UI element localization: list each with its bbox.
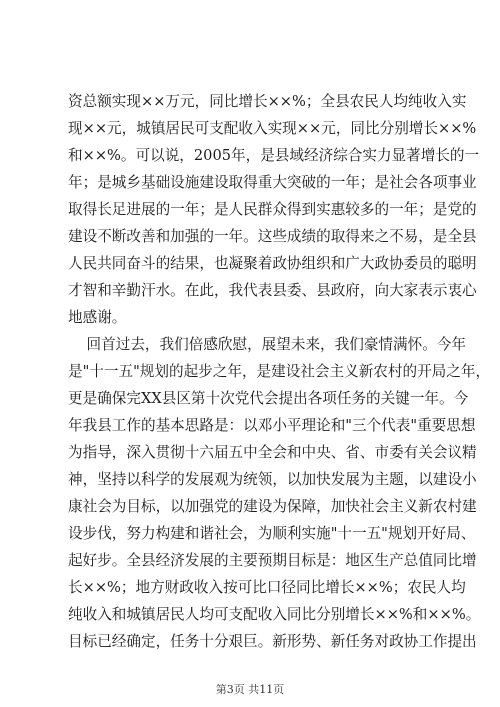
text-line: 年我县工作的基本思路是：以邓小平理论和"三个代表"重要思想 bbox=[68, 417, 476, 434]
text-line: 现××元，城镇居民可支配收入实现××元，同比分别增长××% bbox=[68, 120, 477, 137]
text-line: 才智和辛勤汗水。在此，我代表县委、县政府，向大家表示衷心 bbox=[68, 282, 477, 299]
text-line: 地感谢。 bbox=[68, 309, 127, 326]
page-footer: 第3页 共11页 bbox=[215, 683, 285, 696]
text-line: 年；是城乡基础设施建设取得重大突破的一年；是社会各项事业 bbox=[68, 174, 477, 191]
text-line: 回首过去，我们倍感欣慰，展望未来，我们豪情满怀。今年 bbox=[68, 336, 466, 353]
text-line: 更是确保完XX县区第十次党代会提出各项任务的关键一年。今 bbox=[68, 390, 469, 407]
text-line: 康社会为目标，以加强党的建设为保障，加快社会主义新农村建 bbox=[68, 498, 477, 515]
text-line: 人民共同奋斗的结果，也凝聚着政协组织和广大政协委员的聪明 bbox=[68, 255, 477, 272]
text-line: 为指导，深入贯彻十六届五中全会和中央、省、市委有关会议精 bbox=[68, 444, 477, 461]
text-line: 纯收入和城镇居民人均可支配收入同比分别增长××%和××%。 bbox=[68, 606, 481, 623]
text-line: 起好步。全县经济发展的主要预期目标是：地区生产总值同比增 bbox=[68, 552, 477, 569]
text-line: 神，坚持以科学的发展观为统领，以加快发展为主题，以建设小 bbox=[68, 471, 477, 488]
text-line: 资总额实现××万元，同比增长××%；全县农民人均纯收入实 bbox=[68, 93, 467, 110]
body-text bbox=[68, 88, 491, 655]
text-line: 设步伐，努力构建和谐社会，为顺利实施"十一五"规划开好局、 bbox=[68, 525, 476, 542]
text-line: 是"十一五"规划的起步之年，是建设社会主义新农村的开局之年， bbox=[68, 363, 491, 380]
text-line: 目标已经确定，任务十分艰巨。新形势、新任务对政协工作提出 bbox=[68, 633, 477, 650]
text-line: 长××%；地方财政收入按可比口径同比增长××%；农民人均 bbox=[68, 579, 466, 596]
text-line: 和××%。可以说，2005年，是县域经济综合实力显著增长的一 bbox=[68, 147, 480, 164]
text-line: 建设不断改善和加强的一年。这些成绩的取得来之不易，是全县 bbox=[68, 228, 477, 245]
text-line: 取得长足进展的一年；是人民群众得到实惠较多的一年；是党的 bbox=[68, 201, 477, 218]
